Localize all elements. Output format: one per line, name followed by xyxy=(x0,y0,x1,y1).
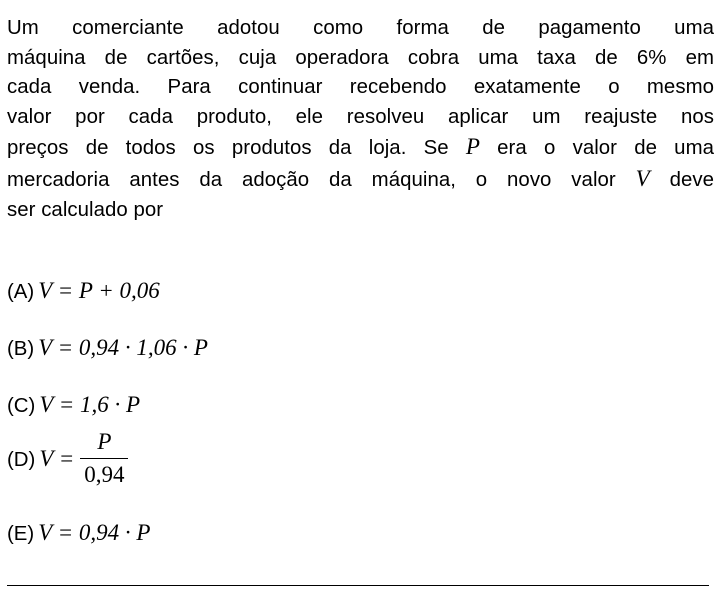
stem-line-2: máquina de cartões, cuja operadora cobra uma taxa de 6% em xyxy=(7,46,714,69)
stem-line-3: cada venda. Para continuar recebendo exatamente o mesmo xyxy=(7,76,714,99)
option-e-letter: (E) xyxy=(7,523,35,545)
stem-line-5 xyxy=(7,132,714,164)
question-stem xyxy=(7,14,714,225)
option-c-expression: V = 1,6 · P xyxy=(39,392,141,417)
option-c[interactable] xyxy=(7,390,140,421)
stem-line-4: valor por cada produto, ele resolveu aplicar um reajuste nos xyxy=(7,105,714,128)
option-d-expression xyxy=(39,429,128,487)
option-b-expression: V = 0,94 · 1,06 · P xyxy=(38,335,208,360)
option-a[interactable] xyxy=(7,276,160,307)
stem-line-1: Um comerciante adotou como forma de pagamento uma xyxy=(7,17,714,39)
option-c-letter: (C) xyxy=(7,395,36,417)
stem-line-5-before: preços de todos os produtos da loja. Se xyxy=(7,137,466,160)
option-d[interactable] xyxy=(7,430,128,491)
option-e[interactable] xyxy=(7,518,150,549)
stem-line-5-after: era o valor de uma xyxy=(479,137,715,160)
option-b-letter: (B) xyxy=(7,338,35,360)
option-e-expression: V = 0,94 · P xyxy=(38,520,151,545)
option-d-lhs: V = xyxy=(39,445,75,471)
stem-line-7: ser calculado por xyxy=(7,198,164,221)
option-d-fraction xyxy=(80,428,128,489)
variable-p: P xyxy=(465,134,480,160)
stem-line-6 xyxy=(7,164,714,196)
stem-line-6-before: mercadoria antes da adoção da máquina, o novo valor xyxy=(7,168,636,191)
option-d-numerator: P xyxy=(97,429,112,454)
bottom-divider xyxy=(7,585,709,586)
variable-v: V xyxy=(635,165,650,191)
option-a-expression: V = P + 0,06 xyxy=(38,278,160,303)
option-d-denominator: 0,94 xyxy=(84,462,125,487)
option-a-letter: (A) xyxy=(7,281,35,303)
stem-line-6-after: deve xyxy=(649,168,714,191)
option-b[interactable] xyxy=(7,333,208,364)
option-d-letter: (D) xyxy=(7,448,36,471)
